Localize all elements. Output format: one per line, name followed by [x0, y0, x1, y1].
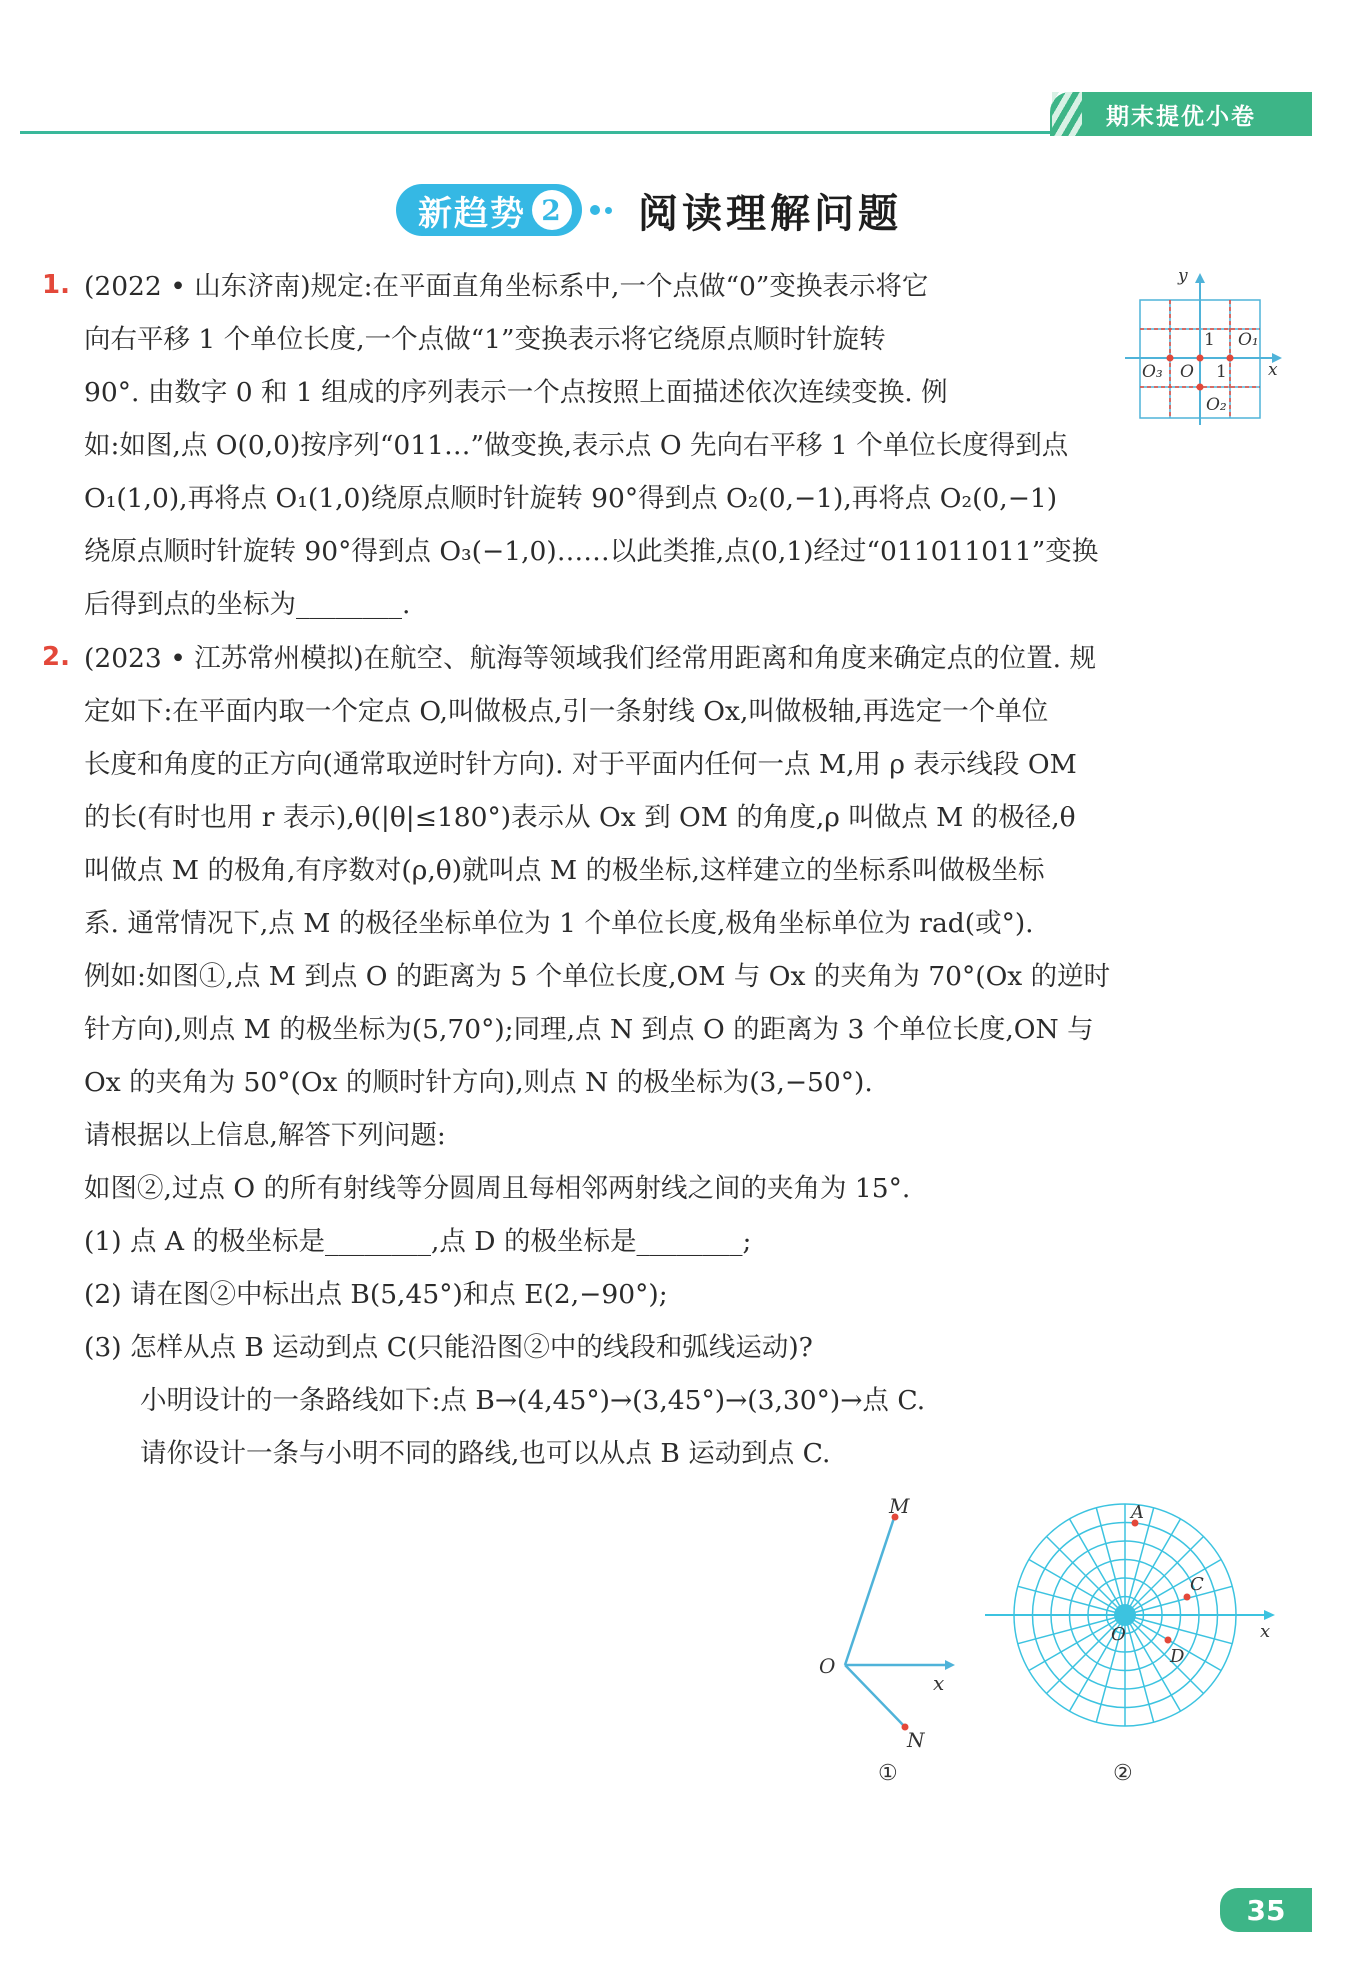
axis-x-label: x	[1260, 1621, 1271, 1642]
q1-line: 如:如图,点 O(0,0)按序列“011…”做变换,表示点 O 先向右平移 1 个单位长度得到点	[84, 430, 1069, 461]
x-axis-label: x	[1268, 360, 1278, 380]
point-o1-shift	[1227, 355, 1234, 362]
q2-line: 针方向),则点 M 的极坐标为(5,70°);同理,点 N 到点 O 的距离为 3 个单位长度,ON 与	[84, 1014, 1094, 1045]
q1-line: O₁(1,0),再将点 O₁(1,0)绕原点顺时针旋转 90°得到点 O₂(0,−1),再将点 O₂(0,−1)	[84, 483, 1058, 514]
trend-badge-number: 2	[532, 190, 572, 230]
q2-line: 的长(有时也用 r 表示),θ(|θ|≤180°)表示从 Ox 到 OM 的角度,ρ 叫做点 M 的极径,θ	[84, 802, 1076, 833]
pole-label: O	[1111, 1624, 1126, 1645]
point-o	[1197, 355, 1204, 362]
trend-badge	[396, 184, 582, 236]
q2-line: 请根据以上信息,解答下列问题:	[84, 1120, 446, 1151]
question-1-number: 1.	[42, 270, 70, 300]
trend-badge-label: 新趋势	[418, 193, 526, 234]
q1-line: 90°. 由数字 0 和 1 组成的序列表示一个点按照上面描述依次连续变换. 例	[84, 377, 948, 408]
origin-label: O	[1180, 362, 1194, 382]
q1-grid-figure	[1120, 265, 1290, 425]
polar-figure-1	[815, 1495, 975, 1785]
question-2-number: 2.	[42, 642, 70, 672]
q2-line: 定如下:在平面内取一个定点 O,叫做极点,引一条射线 Ox,叫做极轴,再选定一个单位	[84, 696, 1049, 727]
q2-line: 系. 通常情况下,点 M 的极径坐标单位为 1 个单位长度,极角坐标单位为 rad(或°).	[84, 908, 1034, 939]
q2-subquestion-2: (2) 请在图②中标出点 B(5,45°)和点 E(2,−90°);	[84, 1279, 668, 1310]
c-label: C	[1190, 1574, 1204, 1595]
q2-subquestion-1: (1) 点 A 的极坐标是________,点 D 的极坐标是________;	[84, 1226, 752, 1257]
o1-label: O₁	[1238, 330, 1259, 350]
q2-subquestion-3: (3) 怎样从点 B 运动到点 C(只能沿图②中的线段和弧线运动)?	[84, 1332, 813, 1363]
o-label: O	[819, 1654, 836, 1678]
q1-line: 后得到点的坐标为________.	[84, 589, 411, 620]
q2-line: 例如:如图①,点 M 到点 O 的距离为 5 个单位长度,OM 与 Ox 的夹角为 70°(Ox 的逆时	[84, 961, 1111, 992]
header-tab-stripes	[1052, 92, 1082, 136]
header-tab	[1050, 92, 1312, 136]
point-o2	[1197, 384, 1204, 391]
y-axis-label: y	[1178, 266, 1188, 286]
m-label: M	[889, 1495, 910, 1518]
header-tab-label: 期末提优小卷	[1106, 103, 1256, 130]
section-title	[396, 180, 902, 240]
q2-line: 长度和角度的正方向(通常取逆时针方向). 对于平面内任何一点 M,用 ρ 表示线段 OM	[84, 749, 1077, 780]
q2-line: (2023 • 江苏常州模拟)在航空、航海等领域我们经常用距离和角度来确定点的位置. 规	[84, 643, 1096, 674]
tick-one-right: 1	[1216, 362, 1227, 382]
page-number: 35	[1220, 1888, 1312, 1932]
tick-one-top: 1	[1204, 330, 1215, 350]
title-dots	[590, 205, 612, 215]
figure-2-caption: ②	[1113, 1761, 1133, 1786]
q2-route-description: 小明设计的一条路线如下:点 B→(4,45°)→(3,45°)→(3,30°)→点 C.	[140, 1385, 926, 1416]
q1-line: 向右平移 1 个单位长度,一个点做“1”变换表示将它绕原点顺时针旋转	[84, 324, 886, 355]
q2-line: 叫做点 M 的极角,有序数对(ρ,θ)就叫点 M 的极坐标,这样建立的坐标系叫做极坐标	[84, 855, 1045, 886]
d-label: D	[1170, 1646, 1185, 1667]
polar-figure-2	[985, 1480, 1285, 1790]
o3-label: O₃	[1142, 362, 1163, 382]
q2-task-text: 请你设计一条与小明不同的路线,也可以从点 B 运动到点 C.	[140, 1438, 831, 1469]
point-d	[1165, 1637, 1172, 1644]
q1-line: (2022 • 山东济南)规定:在平面直角坐标系中,一个点做“0”变换表示将它	[84, 271, 929, 302]
o2-label: O₂	[1206, 395, 1227, 415]
n-label: N	[907, 1728, 925, 1752]
figure-1-caption: ①	[878, 1761, 898, 1785]
point-o3	[1167, 355, 1174, 362]
x-label: x	[933, 1671, 945, 1695]
q2-line: Ox 的夹角为 50°(Ox 的顺时针方向),则点 N 的极坐标为(3,−50°).	[84, 1067, 873, 1098]
a-label: A	[1131, 1502, 1144, 1523]
q2-line: 如图②,过点 O 的所有射线等分圆周且每相邻两射线之间的夹角为 15°.	[84, 1173, 911, 1204]
q1-line: 绕原点顺时针旋转 90°得到点 O₃(−1,0)……以此类推,点(0,1)经过“011011011”变换	[84, 536, 1099, 567]
page-title: 阅读理解问题	[638, 189, 902, 237]
